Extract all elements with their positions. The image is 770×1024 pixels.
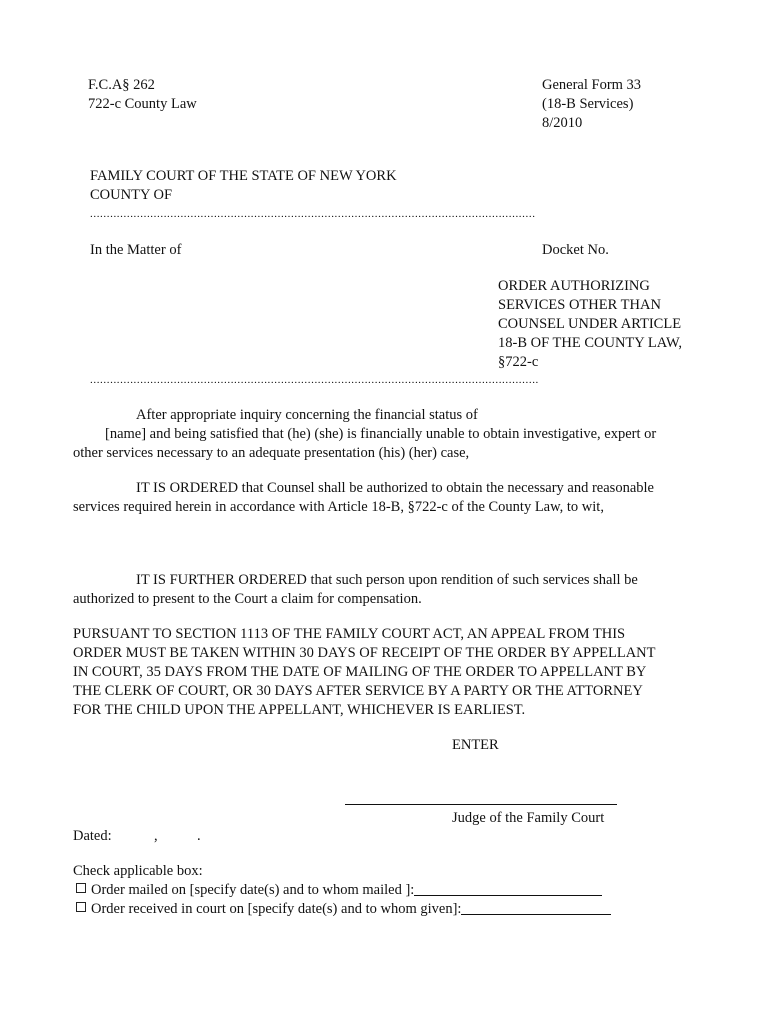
enter-label: ENTER [452, 737, 499, 753]
order-title-line-5: §722-c [498, 354, 539, 370]
para1-line-2: [name] and being satisfied that (he) (she) is financially unable to obtain investigative, expert or [105, 426, 657, 442]
mailed-checkbox[interactable] [76, 883, 86, 893]
appeal-notice [73, 625, 656, 720]
matter-label: In the Matter of [90, 242, 182, 258]
judge-signature-line[interactable] [345, 804, 617, 805]
statute-reference [88, 76, 197, 114]
notice-line-5: FOR THE CHILD UPON THE APPELLANT, WHICHEVER IS EARLIEST. [73, 702, 526, 718]
docket-label: Docket No. [542, 242, 609, 258]
check-heading: Check applicable box: [73, 863, 203, 879]
court-line-1: FAMILY COURT OF THE STATE OF NEW YORK [90, 168, 397, 184]
form-date: 8/2010 [542, 115, 583, 131]
received-checkbox[interactable] [76, 902, 86, 912]
received-label: Order received in court on [specify date(s) and to whom given]: [91, 901, 462, 917]
order-title-line-3: COUNSEL UNDER ARTICLE [498, 316, 682, 332]
county-label: COUNTY OF [90, 187, 173, 203]
statute-line-2: 722-c County Law [88, 96, 197, 112]
para3-line-2: authorized to present to the Court a claim for compensation. [73, 591, 422, 607]
matter-blank[interactable]: ...................................................................................................................................... [90, 374, 539, 386]
para3-line-1: IT IS FURTHER ORDERED that such person upon rendition of such services shall be [136, 572, 638, 588]
mailed-blank[interactable] [414, 882, 602, 896]
check-item-received [76, 900, 611, 919]
dated-period: . [197, 828, 201, 844]
check-item-mailed [76, 881, 602, 900]
form-identifier [542, 76, 641, 133]
notice-line-3: IN COURT, 35 DAYS FROM THE DATE OF MAILING OF THE ORDER TO APPELLANT BY [73, 664, 647, 680]
para1-line-3: other services necessary to an adequate presentation (his) (her) case, [73, 445, 470, 461]
dated-comma: , [154, 828, 158, 844]
notice-line-4: THE CLERK OF COURT, OR 30 DAYS AFTER SERVICE BY A PARTY OR THE ATTORNEY [73, 683, 643, 699]
order-title-line-1: ORDER AUTHORIZING [498, 278, 650, 294]
notice-line-2: ORDER MUST BE TAKEN WITHIN 30 DAYS OF RECEIPT OF THE ORDER BY APPELLANT [73, 645, 656, 661]
order-title [498, 277, 682, 372]
statute-line-1: F.C.A§ 262 [88, 77, 155, 93]
order-title-line-2: SERVICES OTHER THAN [498, 297, 661, 313]
county-blank[interactable]: ..................................................................................................................................... [90, 208, 536, 220]
judge-label: Judge of the Family Court [452, 810, 605, 826]
para2-line-1: IT IS ORDERED that Counsel shall be authorized to obtain the necessary and reasonable [136, 480, 654, 496]
dated-label: Dated: [73, 828, 112, 844]
form-number: General Form 33 [542, 77, 642, 93]
form-type: (18-B Services) [542, 96, 634, 112]
para2-line-2: services required herein in accordance with Article 18-B, §722-c of the County Law, to wit, [73, 499, 604, 515]
para1-line-1: After appropriate inquiry concerning the financial status of [136, 407, 478, 423]
order-title-line-4: 18-B OF THE COUNTY LAW, [498, 335, 682, 351]
notice-line-1: PURSUANT TO SECTION 1113 OF THE FAMILY COURT ACT, AN APPEAL FROM THIS [73, 626, 626, 642]
received-blank[interactable] [461, 901, 611, 915]
mailed-label: Order mailed on [specify date(s) and to whom mailed ]: [91, 882, 415, 898]
court-name [90, 167, 397, 205]
